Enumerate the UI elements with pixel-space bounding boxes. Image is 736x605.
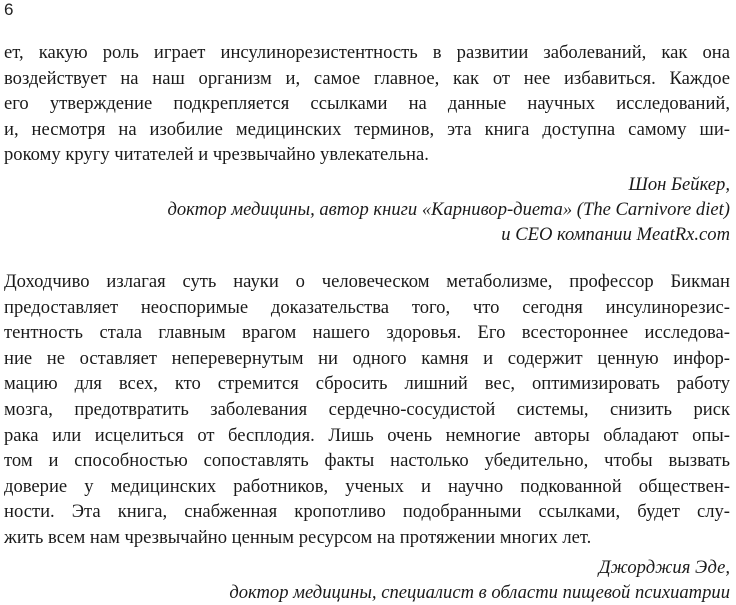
- review-2-line: тентность стала главным врагом нашего здоровья. Его всестороннее исследова-: [4, 322, 730, 344]
- review-1-author: Шон Бейкер,: [628, 173, 730, 195]
- review-1-credentials: и CEO компании MeatRx.com: [501, 223, 730, 245]
- review-2-line: ние не оставляет неперевернутым ни одного камня и содержит ценную инфор-: [4, 347, 730, 369]
- review-2-line: предоставляет неоспоримые доказательства того, что сегодня инсулинорезис-: [4, 296, 730, 318]
- review-2-line: том и способностью сопоставлять факты настолько убедительно, чтобы вызвать: [4, 450, 730, 472]
- review-1-line: и, несмотря на изобилие медицинских терминов, эта книга доступна самому ши-: [4, 118, 730, 140]
- review-1-line: воздействует на наш организм и, самое главное, как от нее избавиться. Каждое: [4, 67, 730, 89]
- review-2-line: жить всем нам чрезвычайно ценным ресурсом на протяжении многих лет.: [4, 526, 592, 548]
- review-1-line: рокому кругу читателей и чрезвычайно увлекательна.: [4, 144, 429, 166]
- review-2-line: Доходчиво излагая суть науки о человеческом метаболизме, профессор Бикман: [4, 270, 730, 292]
- review-2-attribution: [4, 555, 730, 605]
- review-2-line: доверие у медицинских работников, ученых и научно подкованной обществен-: [4, 475, 730, 497]
- review-2-credentials: доктор медицины, специалист в области пищевой психиатрии: [229, 581, 730, 603]
- page-number: 6: [4, 0, 14, 19]
- review-2-text: [4, 269, 730, 551]
- review-1-text: [4, 40, 730, 168]
- review-1-attribution: [4, 172, 730, 247]
- review-2-line: мацию для всех, кто стремится сбросить лишний вес, оптимизировать работу: [4, 373, 730, 395]
- review-2-line: мозга, предотвратить заболевания сердечно-сосудистой системы, снизить риск: [4, 398, 730, 420]
- review-2-author: Джорджия Эде,: [598, 556, 730, 578]
- page-content: [4, 40, 730, 605]
- review-2-line: рака или исцелиться от бесплодия. Лишь очень немногие авторы обладают опы-: [4, 424, 730, 446]
- review-1-credentials: доктор медицины, автор книги «Карнивор-диета» (The Carnivore diet): [167, 198, 730, 220]
- review-1-line: его утверждение подкрепляется ссылками на данные научных исследований,: [4, 93, 730, 115]
- review-2-line: ности. Эта книга, снабженная кропотливо подобранными ссылками, будет слу-: [4, 501, 730, 523]
- review-1-line: ет, какую роль играет инсулинорезистентность в развитии заболеваний, как она: [4, 42, 730, 63]
